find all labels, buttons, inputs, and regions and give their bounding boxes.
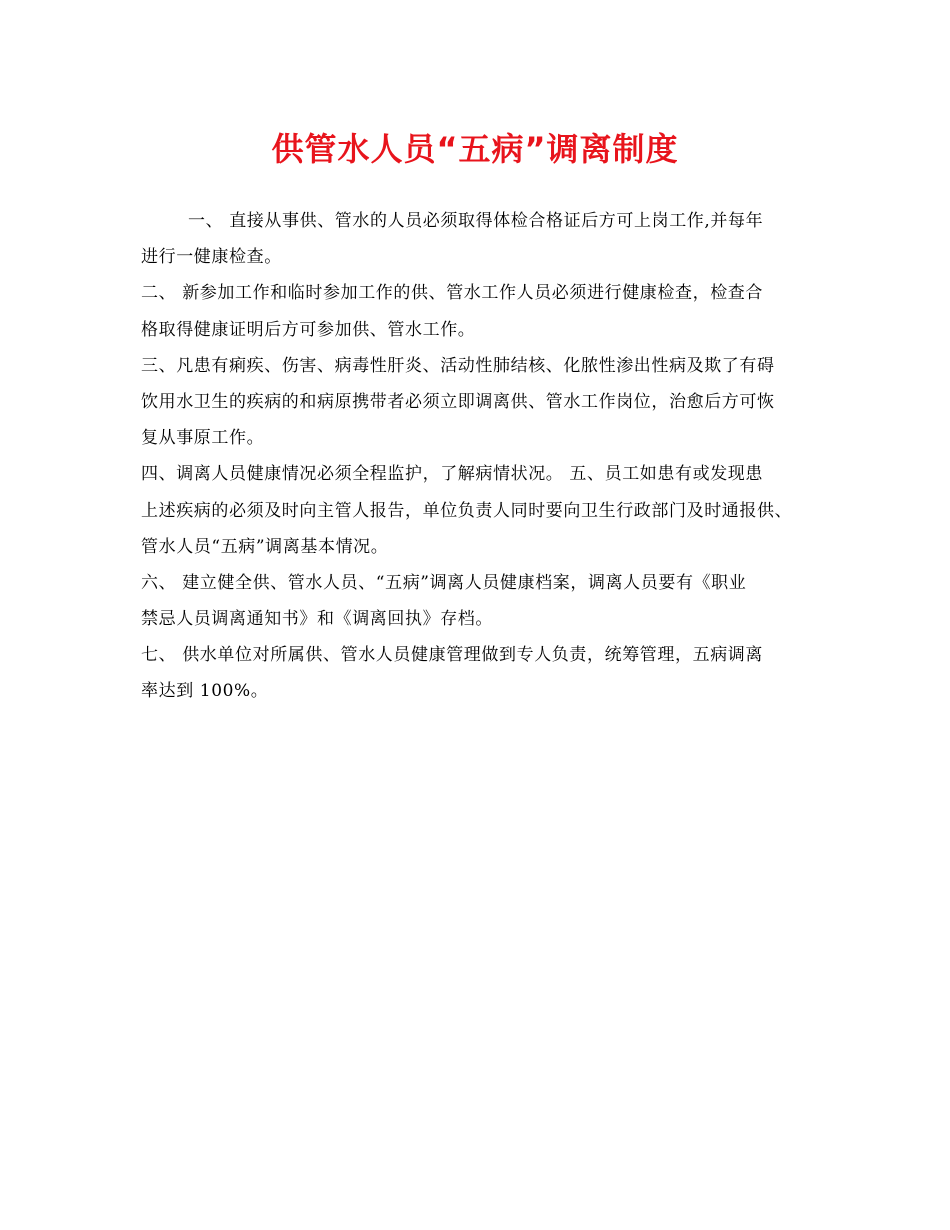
paragraph-3-line-1: 三、凡患有痢疾、伤害、病毒性肝炎、活动性肺结核、化脓性渗出性病及欺了有碍 <box>141 355 775 376</box>
paragraph-3-line-3: 复从事原工作。 <box>141 428 265 449</box>
paragraph-3-line-2: 饮用水卫生的疾病的和病原携带者必须立即调离供、管水工作岗位，治愈后方可恢 <box>141 391 775 412</box>
paragraph-7-line-2: 率达到 100%。 <box>141 681 269 702</box>
paragraph-4-line-1: 四、调离人员健康情况必须全程监护，了解病情状况。 五、员工如患有或发现患 <box>141 464 764 485</box>
paragraph-6-line-1: 六、 建立健全供、管水人员、“五病”调离人员健康档案，调离人员要有《职业 <box>141 572 747 593</box>
paragraph-1-line-2: 进行一健康检查。 <box>141 247 282 268</box>
paragraph-4-line-3: 管水人员“五病”调离基本情况。 <box>141 536 389 557</box>
document-body <box>141 203 826 710</box>
paragraph-6-line-2: 禁忌人员调离通知书》和《调离回执》存档。 <box>141 609 493 630</box>
document-title: 供管水人员“五病”调离制度 <box>271 130 679 168</box>
paragraph-1-line-1: 一、 直接从事供、管水的人员必须取得体检合格证后方可上岗工作,并每年 <box>188 211 764 231</box>
paragraph-7-line-1: 七、 供水单位对所属供、管水人员健康管理做到专人负责，统筹管理，五病调离 <box>141 645 764 666</box>
paragraph-2-line-1: 二、 新参加工作和临时参加工作的供、管水工作人员必须进行健康检查，检查合 <box>141 283 764 304</box>
paragraph-4-line-2: 上述疾病的必须及时向主管人报告，单位负责人同时要向卫生行政部门及时通报供、 <box>141 500 793 521</box>
paragraph-2-line-2: 格取得健康证明后方可参加供、管水工作。 <box>141 319 476 340</box>
